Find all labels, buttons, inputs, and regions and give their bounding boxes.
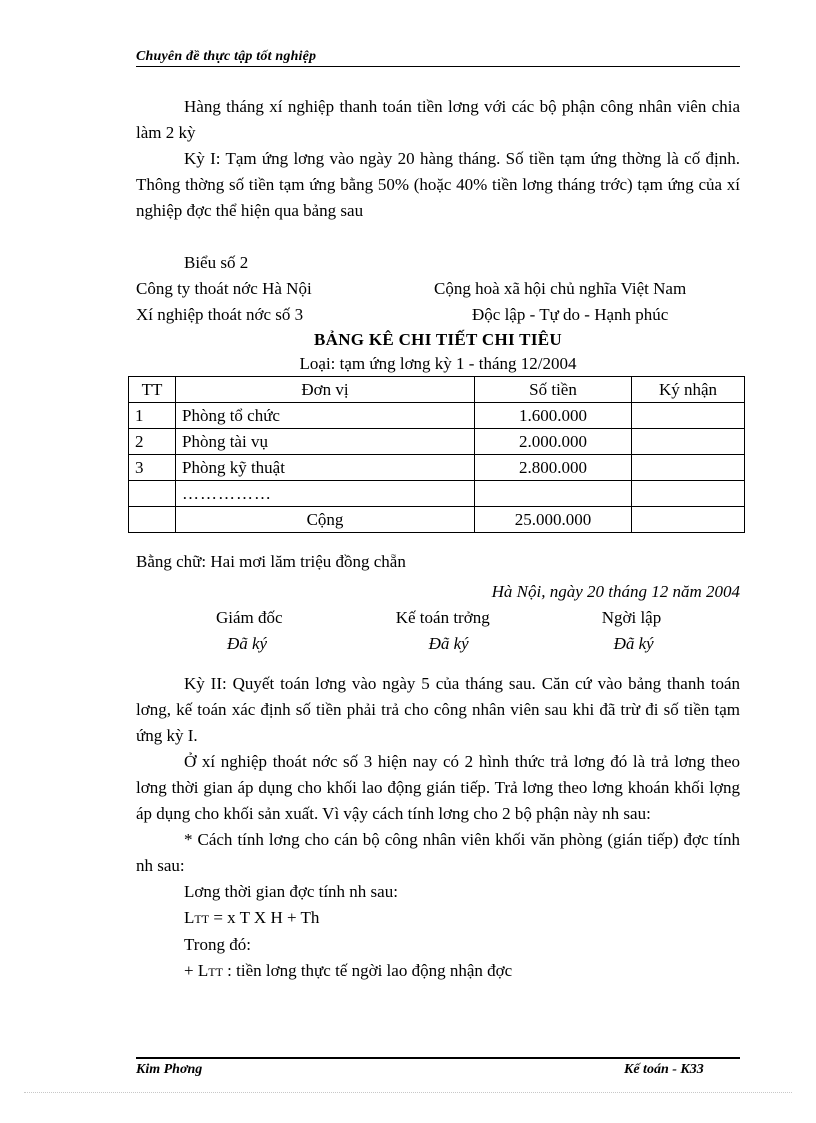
cell-unit: Phòng tài vụ: [176, 429, 475, 455]
table-row: [129, 481, 745, 507]
national-motto: Cộng hoà xã hội chủ nghĩa Việt Nam: [434, 279, 687, 298]
time-wage-line: Lơng thời gian đợc tính nh sau:: [184, 882, 398, 901]
cell-sign: [632, 429, 745, 455]
paragraph-1: Hàng tháng xí nghiệp thanh toán tiền lơng với các bộ phận công nhân viên chia làm 2 kỳ: [136, 97, 740, 142]
table-subtitle: Loại: tạm ứng lơng kỳ 1 - tháng 12/2004: [299, 354, 577, 373]
cell-amount: 2.000.000: [475, 429, 632, 455]
paragraph-3: Kỳ II: Quyết toán lơng vào ngày 5 của tháng sau. Căn cứ vào bảng thanh toán lơng, kế toán xác định số tiền phải trả cho công nhân viên sau khi đã trừ đi số tiền tạm ứng kỳ I.: [136, 674, 740, 745]
def-rest: : tiền lơng thực tế ngời lao động nhận đợc: [222, 961, 513, 980]
where-line: Trong đó:: [184, 935, 251, 954]
accountant-title: Kế toán trởng: [395, 608, 490, 627]
unit-name: Xí nghiệp thoát nớc số 3: [136, 305, 304, 324]
table-row: [129, 455, 745, 481]
cell-sign: [632, 403, 745, 429]
cell-amount: 1.600.000: [475, 403, 632, 429]
total-amount: 25.000.000: [475, 507, 632, 533]
wage-formula: [136, 905, 740, 932]
expense-table: [128, 376, 745, 533]
formula-subscript: TT: [194, 912, 210, 926]
def-subscript: TT: [208, 965, 223, 979]
spacer: [136, 657, 740, 671]
cell-tt: [129, 507, 176, 533]
column-header: Ký nhận: [632, 377, 745, 403]
table-row: [129, 403, 745, 429]
table-header-row: [129, 377, 745, 403]
definition-line: [136, 958, 740, 985]
signature-status: [136, 631, 740, 657]
cell-tt: 2: [129, 429, 176, 455]
table-total-row: [129, 507, 745, 533]
paragraph-4: Ở xí nghiệp thoát nớc số 3 hiện nay có 2 hình thức trả lơng đó là trả lơng theo lơng thời gian áp dụng cho khối lao động gián tiếp. Trả lơng theo lơng khoán khối lợng áp dụng cho khối sản xuất. Vì vậy cách tính lơng cho 2 bộ phận này nh sau:: [136, 752, 740, 823]
def-prefix: + L: [184, 961, 209, 980]
spacer: [136, 224, 740, 250]
national-slogan: Độc lập - Tự do - Hạnh phúc: [472, 305, 669, 324]
cell-sign: [632, 481, 745, 507]
page-bottom-border: [24, 1092, 792, 1093]
header-title: Chuyên đề thực tập tốt nghiệp: [136, 49, 317, 64]
director-signed: Đã ký: [226, 634, 268, 653]
column-header: TT: [129, 377, 176, 403]
cell-unit: Phòng kỹ thuật: [176, 455, 475, 481]
form-label: Biểu số 2: [184, 253, 249, 272]
formula-l: L: [184, 908, 195, 927]
header-row-2: [136, 302, 740, 328]
paragraph-5: * Cách tính lơng cho cán bộ công nhân viên khối văn phòng (gián tiếp) đợc tính nh sau:: [136, 830, 740, 875]
amount-in-words: Bằng chữ: Hai mơi lăm triệu đồng chẵn: [136, 552, 406, 571]
preparer-title: Ngời lập: [601, 608, 662, 627]
footer-class: Kế toán - K33: [624, 1062, 704, 1077]
footer-rule: [136, 1057, 740, 1059]
column-header: Đơn vị: [176, 377, 475, 403]
company-name: Công ty thoát nớc Hà Nội: [136, 279, 312, 298]
accountant-signed: Đã ký: [428, 634, 469, 653]
spacer: [136, 533, 740, 549]
signature-titles: [136, 605, 740, 631]
cell-tt: [129, 481, 176, 507]
header-rule: [136, 66, 740, 67]
cell-amount: 2.800.000: [475, 455, 632, 481]
total-label: Cộng: [176, 507, 475, 533]
formula-rest: = x T X H + Th: [209, 908, 320, 927]
cell-sign: [632, 455, 745, 481]
main-content: [136, 94, 740, 985]
paragraph-2: Kỳ I: Tạm ứng lơng vào ngày 20 hàng tháng. Số tiền tạm ứng thờng là cố định. Thông thờng số tiền tạm ứng bằng 50% (hoặc 40% tiền lơng tháng trớc) tạm ứng của xí nghiệp đợc thể hiện qua bảng sau: [136, 149, 740, 220]
place-date: Hà Nội, ngày 20 tháng 12 năm 2004: [491, 582, 740, 601]
header-row-1: [136, 276, 740, 302]
director-title: Giám đốc: [215, 608, 283, 627]
column-header: Số tiền: [475, 377, 632, 403]
preparer-signed: Đã ký: [613, 634, 654, 653]
table-title: BẢNG KÊ CHI TIẾT CHI TIÊU: [314, 330, 562, 349]
cell-unit: Phòng tổ chức: [176, 403, 475, 429]
cell-sign: [632, 507, 745, 533]
cell-unit: ……………: [176, 481, 475, 507]
footer-author: Kim Phơng: [136, 1062, 203, 1077]
cell-tt: 1: [129, 403, 176, 429]
cell-tt: 3: [129, 455, 176, 481]
cell-amount: [475, 481, 632, 507]
table-row: [129, 429, 745, 455]
